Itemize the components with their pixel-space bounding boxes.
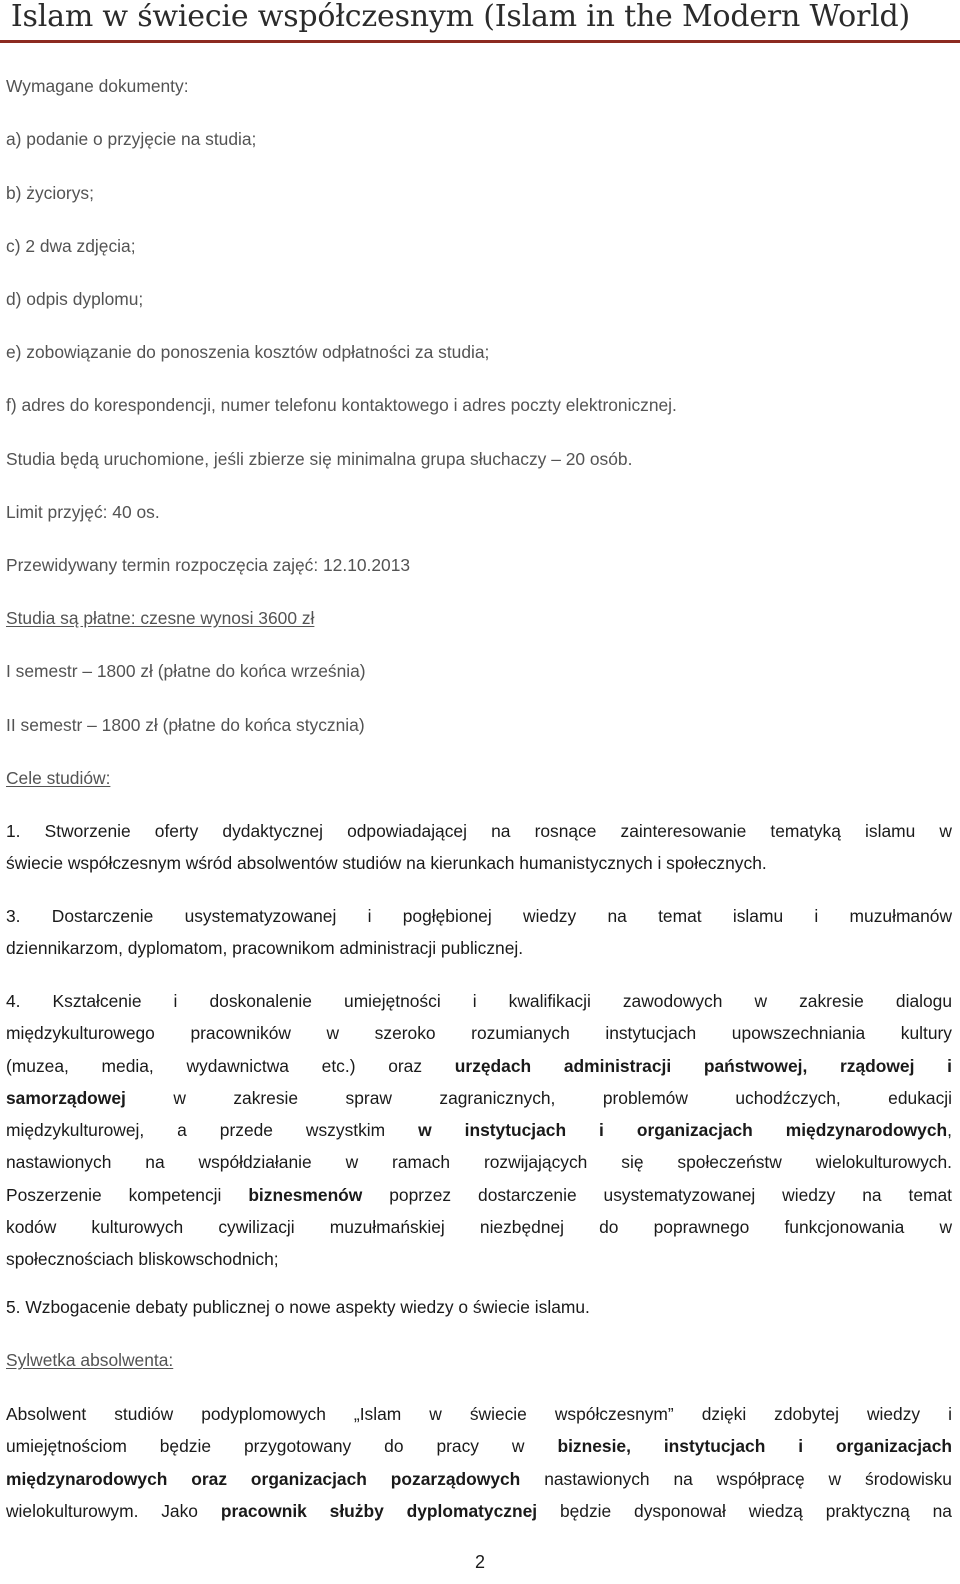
bold-text: biznesmenów	[248, 1184, 363, 1205]
profile-heading: Sylwetka absolwenta:	[6, 1350, 174, 1370]
text-segment: międzykulturowej, a przede wszystkim	[6, 1120, 386, 1141]
text-line: Absolwent studiów podyplomowych „Islam w świecie współczesnym” dzięki zdobytej wiedzy i	[6, 1404, 952, 1424]
text-line: społecznościach bliskowschodnich;	[6, 1249, 279, 1270]
min-group-text: Studia będą uruchomione, jeśli zbierze się minimalna grupa słuchaczy – 20 osób.	[6, 449, 633, 469]
text-line	[6, 1120, 952, 1152]
bold-text: samorządowej	[6, 1087, 126, 1108]
text-line: dziennikarzom, dyplomatom, pracownikom administracji publicznej.	[6, 938, 524, 959]
page-header	[0, 0, 960, 44]
goal-3-paragraph	[6, 906, 952, 971]
goal-4-paragraph	[6, 991, 952, 1282]
bold-text: pracownik służby dyplomatycznej	[220, 1500, 538, 1521]
list-item: a) podanie o przyjęcie na studia;	[6, 129, 257, 149]
text-segment: w zakresie spraw zagranicznych, problemów uchodźczych, edukacji	[173, 1087, 952, 1108]
header-rule	[0, 40, 960, 43]
text-line	[6, 1088, 952, 1120]
text-segment: nastawionych na współpracę w środowisku	[544, 1468, 952, 1489]
list-item: f) adres do korespondencji, numer telefonu kontaktowego i adres poczty elektronicznej.	[6, 395, 677, 415]
text-line: kodów kulturowych cywilizacji muzułmańskiej niezbędnej do poprawnego funkcjonowania w	[6, 1217, 952, 1238]
semester-1-fee: I semestr – 1800 zł (płatne do końca września)	[6, 661, 366, 681]
list-item: b) życiorys;	[6, 183, 94, 203]
text-line	[6, 1436, 952, 1468]
bold-text: urzędach administracji państwowej, rządowej i	[454, 1055, 952, 1076]
text-line: międzykulturowego pracowników w szeroko rozumianych instytucjach upowszechniania kultury	[6, 1023, 952, 1044]
text-line: 3. Dostarczenie usystematyzowanej i pogłębionej wiedzy na temat islamu i muzułmanów	[6, 906, 952, 926]
semester-2-fee: II semestr – 1800 zł (płatne do końca stycznia)	[6, 715, 365, 735]
text-segment: poprzez dostarczenie usystematyzowanej wiedzy na temat	[389, 1184, 952, 1205]
profile-paragraph	[6, 1404, 952, 1533]
list-item: d) odpis dyplomu;	[6, 289, 144, 309]
goal-5-text: 5. Wzbogacenie debaty publicznej o nowe aspekty wiedzy o świecie islamu.	[6, 1297, 590, 1317]
text-line: 1. Stworzenie oferty dydaktycznej odpowiadającej na rosnące zainteresowanie tematyką islamu w	[6, 821, 952, 841]
list-item: e) zobowiązanie do ponoszenia kosztów odpłatności za studia;	[6, 342, 490, 362]
goals-heading: Cele studiów:	[6, 768, 111, 788]
bold-text: biznesie, instytucjach i organizacjach	[557, 1436, 953, 1457]
goal-1-paragraph	[6, 821, 952, 886]
text-line: 4. Kształcenie i doskonalenie umiejętności i kwalifikacji zawodowych w zakresie dialogu	[6, 991, 952, 1011]
text-line	[6, 1185, 952, 1217]
text-line: świecie współczesnym wśród absolwentów studiów na kierunkach humanistycznych i społecznych.	[6, 853, 767, 874]
admission-limit-text: Limit przyjęć: 40 os.	[6, 502, 160, 522]
page-number: 2	[474, 1552, 485, 1572]
text-line	[6, 1469, 952, 1501]
text-segment: ,	[947, 1120, 952, 1141]
text-segment: (muzea, media, wydawnictwa etc.) oraz	[6, 1055, 423, 1076]
required-docs-heading: Wymagane dokumenty:	[6, 76, 189, 96]
text-segment: Poszerzenie kompetencji	[6, 1184, 222, 1205]
bold-text: międzynarodowych oraz organizacjach pozarządowych	[6, 1468, 521, 1489]
text-segment: będzie dysponował wiedzą praktyczną na	[559, 1500, 952, 1521]
text-segment: umiejętnościom będzie przygotowany do pracy w	[6, 1436, 525, 1457]
bold-text: w instytucjach i organizacjach międzynarodowych	[418, 1120, 948, 1141]
text-line	[6, 1056, 952, 1088]
start-date-text: Przewidywany termin rozpoczęcia zajęć: 12.10.2013	[6, 555, 411, 575]
text-segment: wielokulturowym. Jako	[6, 1500, 198, 1521]
text-line: nastawionych na współdziałanie w ramach rozwijających się społeczeństw wielokulturowych.	[6, 1152, 952, 1173]
fees-heading: Studia są płatne: czesne wynosi 3600 zł	[6, 608, 315, 628]
header-title: Islam w świecie współczesnym (Islam in the Modern World)	[10, 0, 910, 34]
text-line	[6, 1501, 952, 1533]
list-item: c) 2 dwa zdjęcia;	[6, 236, 136, 256]
